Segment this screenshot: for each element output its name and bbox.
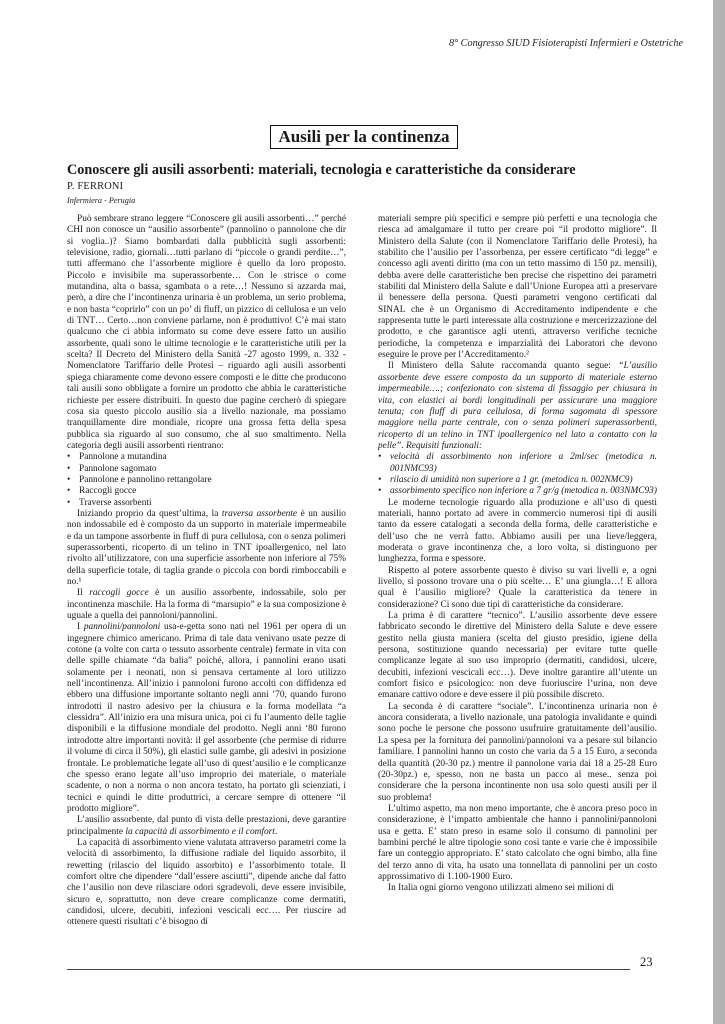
text-run: Il bbox=[77, 588, 90, 599]
text-run: Iniziando proprio da quest’ultima, la bbox=[77, 508, 222, 519]
list-item: • Traverse assorbenti bbox=[67, 498, 346, 509]
section-title: Ausili per la continenza bbox=[270, 125, 458, 149]
list-item: • Pannolone e pannolino rettangolare bbox=[67, 475, 346, 486]
paragraph bbox=[67, 509, 346, 588]
article-author: P. FERRONI bbox=[67, 181, 124, 192]
paragraph: Può sembrare strano leggere “Conoscere gli ausili assorbenti…” perché CHI non conosce un “ausilio assorbente” (pannolino o pannolone che dir si voglia..)? Siamo bombardati dalla pubblicità sugli assorbenti: televisione, radio, giornali…tutti parlano di “piccole o grandi perdite…”, tutti affermano che l’assorbente migliore è quello da loro proposto. Piccolo e invisibile ma superassorbente… Con le strisce o come mutandina, alta o bassa, sgambata o a rete…! Nessuno si azzarda mai, però, a dire che l’incontinenza urinaria è un problema, un serio problema, e non basta “coprirlo” con un po’ di fluff, un pizzico di cellulosa e un velo di TNT… Certo…non conviene parlarne, non è produttivo! C’è mai stato qualcuno che ci abbia informato su come deve essere fatto un ausilio assorbente, quali sono le ultime tecnologie e le caratteristiche utili per la scelta? Il Decreto del Ministero della Sanità -27 agosto 1999, n. 332 - Nomenclatore Tariffario delle Protesi – riguardo agli ausili assorbenti spiega chiaramente come devono essere composti e le ditte che producono tali ausili sono obbligate a fornire un prodotto che abbia le caratteristiche richieste per essere distribuiti. In questo due pagine cercherò di spiegare cosa sia questo piccolo ausilio sia a livello nazionale, ma possiamo tranquillamente dire mondiale, ricopre una grossa fetta della spesa pubblica sia riguardo al suo consumo, che al suo smaltimento. Nella categoria degli ausili assorbenti rientrano: bbox=[67, 214, 346, 451]
right-column bbox=[378, 214, 657, 895]
text-run: usa-e-getta sono nati nel 1961 per opera di un ingegnere chimico americano. Prima di tale data venivano usate pezze di cotone (a volte con carta o tessuto assorbente centrale) fermate in vita con delle spille chiamate “da balia” poiché, allora, i pannolini erano usati solamente per i neonati, non si pensava certamente al loro utilizzo nell’incontinenza. All’inizio i pannoloni furono accolti con diffidenza ed ebbero una diffusione importante soltanto negli anni ’70, quando furono introdotti il nastro adesivo per la chiusura e la forma modellata “a clessidra”. All’inizio era una misura unica, poi ci fu l’aumento delle taglie disponibili e la diffusione mondiale del prodotto. Negli anni ‘80 furono introdotte altre importanti novità: il gel assorbente (che permise di ridurre il volume di circa il 50%), gli elastici sulle gambe, gli adesivi in posizione frontale. Le problematiche legate all’uso di quest’ausilio e le complicanze che spesso erano legate all’uso improprio dei materiale, o materiale scadente, o non a norma o non ancora testato, ha portato gli scienziati, i tecnici e quindi le ditte produttrici, a cercare sempre di ottenere “il prodotto migliore”. bbox=[67, 622, 346, 814]
paragraph: L’ultimo aspetto, ma non meno importante, che è ancora preso poco in considerazione, è l’impatto ambientale che hanno i pannolini/pannoloni usa e getta. E’ stato preso in esame solo il consumo di pannolini per bambini perché le altre tipologie sono così tante e varie che è impossibile fare un conteggio appropriato. E’ stato calcolato che ogni bimbo, alla fine del terzo anno di vita, ha usato una tonnellata di pannolini per un costo approssimativo di 1.100-1900 Euro. bbox=[378, 803, 657, 882]
paragraph: In Italia ogni giorno vengono utilizzati almeno sei milioni di bbox=[388, 883, 615, 894]
italic-term: la capacità di assorbimento e il comfort bbox=[125, 826, 275, 837]
text-run: è un ausilio non indossabile ed è composto da un supporto in materiale impermeabile e da un tampone assorbente in fluff di pura cellulosa, con o senza polimeri superassorbenti, ricoperto di un telino in TNT ipoallergenico, nel lato rivolto all’utilizzatore, con una superficie assorbente non inferiore al 75% della superficie totale, di taglia grande o piccola con bordi rimboccabili e no.¹ bbox=[67, 508, 346, 587]
text-run: L’ausilio assorbente, dal punto di vista delle prestazioni, deve garantire principalmente bbox=[67, 815, 346, 837]
italic-quote: “L’ausilio assorbente deve essere composto da un supporto di materiale esterno impermeabile….; confezionato con sistema di fissaggio per chiusura in vita, con elastici ai bordi longitudinali per assicurare una maggiore tenuta; con fluff di pura cellulosa, di forma sagomata di spessore maggiore nella parte centrale, con o senza polimeri superassorbenti, ricoperto di un telino in TNT ipoallergenico nel lato a contatto con la pelle”. Requisiti funzionali: bbox=[378, 361, 657, 451]
left-column bbox=[67, 214, 346, 929]
text-run: è un ausilio assorbente, indossabile, solo per incontinenza maschile. Ha la forma di “marsupio” e la sua composizione è uguale a quella dei pannoloni/pannolini. bbox=[67, 588, 346, 622]
list-item: • rilascio di umidità non superiore a 1 gr. (metodica n. 002NMC9) bbox=[378, 475, 657, 486]
page-number: 23 bbox=[640, 955, 653, 969]
text-run: . bbox=[274, 826, 278, 837]
italic-term: pannolini/pannoloni bbox=[83, 622, 161, 633]
list-item: • velocità di assorbimento non inferiore a 2ml/sec (metodica n. 001NMC93) bbox=[378, 452, 657, 475]
paragraph bbox=[67, 588, 346, 622]
paragraph: La seconda è di carattere “sociale”. L’incontinenza urinaria non è ancora considerata, a livello nazionale, una patologia invalidante e quindi sono poche le persone che possono usufruire gratuitamente dell’ausilio. La spesa per la fornitura dei pannolini/pannoloni va a pesare sul bilancio familiare. I pannolini hanno un costo che varia da 5 a 15 Euro, a seconda della quantità (20-30 pz.) mentre il pannolone varia dai 18 a 25-28 Euro (20-30pz.) e, spesso, non ne basta un pacco al mese.. senza poi considerare che la persona incontinente non usa solo questi ausili per il suo problema! bbox=[378, 701, 657, 803]
paragraph: Le moderne tecnologie riguardo alla produzione e all’uso di questi materiali, hanno portato ad avere in commercio numerosi tipi di ausili tanto da essere catalogati a seconda della forma, delle caratteristiche e dell’uso che ne verrà fatto. Abbiamo ausili per una lieve/leggera, moderata o grave incontinenza che, a loro volta, si distinguono per lunghezza, forma e spessore. bbox=[378, 497, 657, 565]
paragraph: Rispetto al potere assorbente questo è diviso su vari livelli e, a ogni livello, si possono trovare una o più scelte… E’ una giungla…! E allora qual è l’ausilio migliore? Quale la caratteristica da tenere in considerazione? Ci sono due tipi di caratteristiche da considerare. bbox=[378, 565, 657, 610]
paragraph: La prima è di carattere “tecnico”. L’ausilio assorbente deve essere fabbricato secondo le direttive del Ministero della Salute e deve essere gestito nella giusta maniera (scelta del giusto presidio, igiene della persona, sostituzione quando necessaria) per evitare tutte quelle complicanze legate al suo uso improprio (dermatiti, candidosi, ulcere, decubiti, infezioni vescicali ecc…). Deve inoltre garantire all’utente un comfort fisico e psicologico: non deve fuoriuscire l’urina, non deve emanare cattivo odore e deve essere il più possibile discreto. bbox=[378, 611, 657, 701]
list-item: • Raccogli gocce bbox=[67, 486, 346, 497]
author-affiliation: Infermiera - Perugia bbox=[67, 196, 136, 205]
list-item: • Pannolone sagomato bbox=[67, 464, 346, 475]
italic-term: traversa assorbente bbox=[221, 508, 298, 519]
paragraph bbox=[378, 361, 657, 452]
functional-requirements-list bbox=[378, 452, 657, 497]
article-title: Conoscere gli ausili assorbenti: materiali, tecnologia e caratteristiche da considerare bbox=[67, 162, 576, 178]
paragraph: materiali sempre più specifici e sempre più perfetti e una tecnologia che riesca ad amalgamare il tutto per creare poi “il prodotto migliore”. Il Ministero della Salute (con il Nomenclatore Tariffario delle Protesi), ha stabilito che l’ausilio per l’assorbenza, per essere certificato “di legge” e concesso agli aventi diritto (ma con un tetto massimo di 150 pz. mensili), debba avere delle caratteristiche ben precise che rispettino dei parametri stabiliti dal Ministero della Salute e dall’Unione Europea atti a preservare il benessere della persona. Questi parametri vengono certificati dal SINAL che è un Organismo di Accreditamento indipendente e che rappresenta tutte le parti interessate alla costruzione e mercerizzazione del prodotto, e che garantisce agli utenti, attraverso verifiche tecniche periodiche, la competenza e imparzialità dei Laboratori che devono eseguire le prove per l’Accreditamento.² bbox=[378, 214, 657, 361]
absorbent-types-list bbox=[67, 452, 346, 509]
running-header: 8° Congresso SIUD Fisioterapisti Infermieri e Ostetriche bbox=[448, 38, 683, 49]
list-item: • Pannolone a mutandina bbox=[67, 452, 346, 463]
text-run: I bbox=[77, 622, 84, 633]
page-edge-strip bbox=[713, 0, 725, 1024]
text-run: Il Ministero della Salute raccomanda quanto segue: bbox=[388, 361, 619, 372]
italic-term: raccogli gocce bbox=[89, 588, 149, 599]
paragraph bbox=[67, 622, 346, 815]
footer-rule bbox=[67, 969, 630, 970]
list-item: • assorbimento specifico non inferiore a 7 gr/g (metodica n. 003NMC93) bbox=[378, 486, 657, 497]
paragraph bbox=[67, 815, 346, 838]
paragraph: La capacità di assorbimento viene valutata attraverso parametri come la velocità di assorbimento, la diffusione radiale del liquido assorbito, il rewetting (rilascio del liquido assorbito) e l’assorbimento totale. Il comfort oltre che dipendere “dall’essere asciutti”, dipende anche dal fatto che l’ausilio non deve rilasciare odori sgradevoli, deve essere invisibile, sicuro e, soprattutto, non deve creare complicanze come dermatiti, candidosi, ulcere, decubiti, infezioni vescicali ecc…. Per riuscire ad ottenere questi risultati c’è bisogno di bbox=[67, 837, 346, 928]
